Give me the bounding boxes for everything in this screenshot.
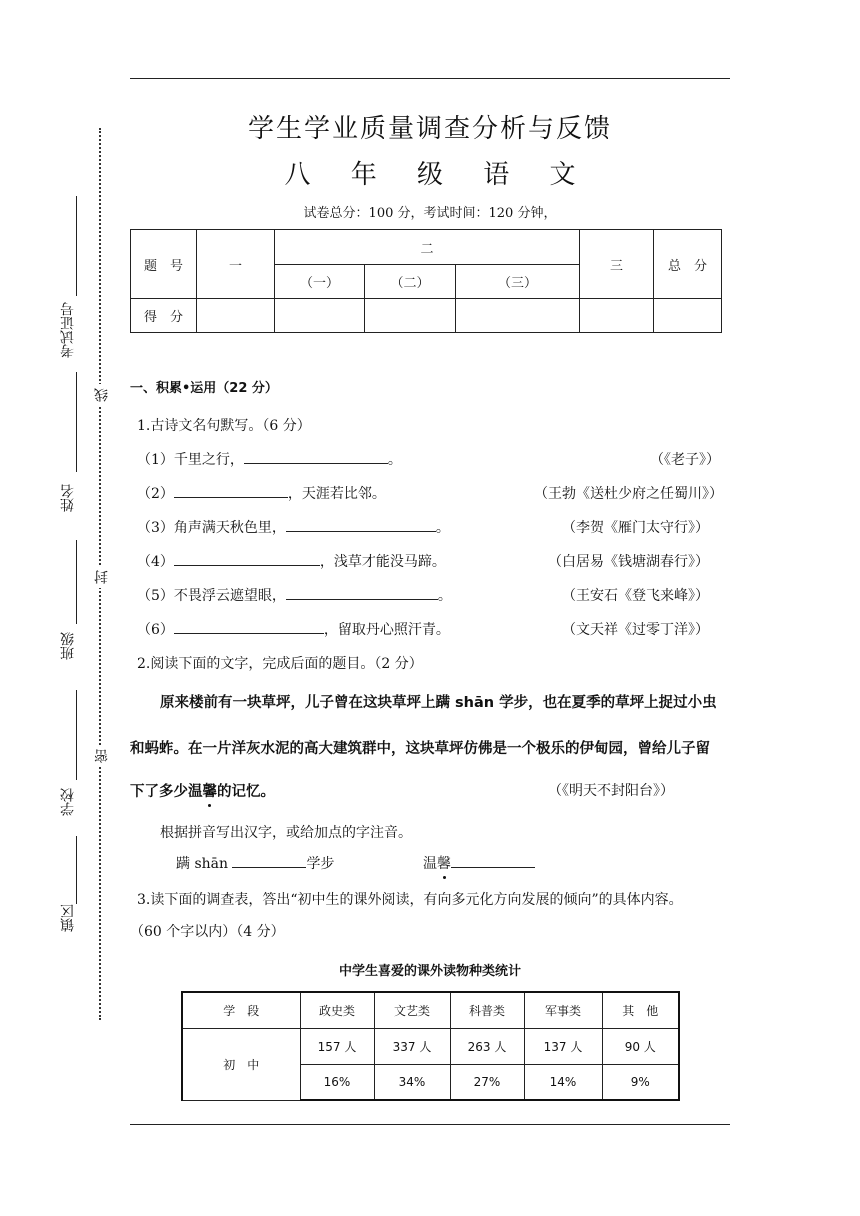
question-3: 3.读下面的调查表，答出“初中生的课外阅读，有向多元化方向发展的倾向”的具体内容。 [137,892,683,908]
question-3-limit: （60 个字以内）（4 分） [130,924,285,940]
survey-header-history: 政史类 [300,992,374,1028]
poem-line-6-post: ，留取丹心照汗青。 [323,622,450,638]
poem-blank-5[interactable] [286,585,438,600]
name-label: 姓名 [60,484,76,512]
poem-source-3: （李贺《雁门太守行》） [562,520,709,536]
question-1: 1.古诗文名句默写。（6 分） [137,418,311,434]
poem-source-6: （文天祥《过零丁洋》） [562,622,709,638]
poem-blank-3[interactable] [286,517,436,532]
passage-line-3-a: 下了多少温 [130,784,203,800]
survey-count-other: 90 人 [602,1028,679,1064]
school-field [58,690,78,816]
seal-seal-char: 封 [92,566,112,588]
district-blank [76,836,77,904]
survey-header-military: 军事类 [524,992,602,1028]
poem-line-2-post: ，天涯若比邻。 [287,486,386,502]
th-part-2: 二 [275,230,580,265]
passage-line-2: 和蚂蚱。在一片洋灰水泥的高大建筑群中，这块草坪仿佛是一个极乐的伊甸园，曾给儿子留 [130,741,710,757]
seal-secret-char: 密 [92,745,112,767]
page-subtitle: 八 年 级 语 文 [284,160,592,190]
poem-source-1: （《老子》） [650,452,720,468]
poem-line-2-pre: （2） [137,486,174,502]
top-rule [130,78,730,79]
bottom-rule [130,1124,730,1125]
poem-blank-6[interactable] [174,619,324,634]
exam-info: 试卷总分：100 分，考试时间：120 分钟， [303,206,557,221]
th-part-1: 一 [197,230,275,299]
th-part-2-sub-1: （一） [275,265,365,299]
passage-source: （《明天不封阳台》） [548,783,674,799]
poem-line-5-post: 。 [437,588,452,604]
class-blank [76,540,77,624]
score-cell-2-1[interactable] [275,299,365,333]
poem-line-3-pre: （3）角声满天秋色里， [137,520,286,536]
poem-line-6-pre: （6） [137,622,174,638]
survey-header-science: 科普类 [450,992,524,1028]
phonetic-blank[interactable] [451,853,535,868]
exam-id-field [58,196,78,358]
poem-line-1-post: 。 [387,452,402,468]
score-cell-1[interactable] [197,299,275,333]
score-cell-2-2[interactable] [365,299,456,333]
dotted-word-pre: 温 [423,856,437,872]
survey-row-label: 初 中 [182,1028,300,1100]
poem-source-4: （白居易《钱塘湖春行》） [548,554,709,570]
score-cell-3[interactable] [580,299,654,333]
pinyin-word: 蹒 shān [176,856,229,872]
score-cell-total[interactable] [654,299,722,333]
passage-line-3-b: 的记忆。 [217,784,275,800]
survey-table [181,991,680,1101]
district-field [58,836,78,932]
pinyin-word-post: 学步 [306,856,335,872]
score-table [130,229,722,333]
poem-line-1-pre: （1）千里之行， [137,452,244,468]
th-score: 得 分 [131,299,197,333]
name-field [58,372,78,512]
class-field [58,540,78,660]
section-heading: 一、积累•运用（22 分） [130,381,278,396]
poem-line-3-post: 。 [435,520,450,536]
school-blank [76,690,77,780]
th-part-3: 三 [580,230,654,299]
poem-line-5-pre: （5）不畏浮云遮望眼， [137,588,286,604]
survey-count-science: 263 人 [450,1028,524,1064]
survey-header-stage: 学 段 [182,992,300,1028]
poem-source-2: （王勃《送杜少府之任蜀川》） [534,486,723,502]
question-2: 2.阅读下面的文字，完成后面的题目。（2 分） [137,656,423,672]
dotted-char: 馨 [203,780,218,801]
poem-line-4-pre: （4） [137,554,174,570]
poem-line-1 [137,449,402,469]
survey-count-literature: 337 人 [374,1028,450,1064]
name-blank [76,372,77,472]
passage-line-1: 原来楼前有一块草坪，儿子曾在这块草坪上蹒 shān 学步，也在夏季的草坪上捉过小虫 [160,695,717,711]
survey-header-other: 其 他 [602,992,679,1028]
th-question-number: 题 号 [131,230,197,299]
poem-line-6 [137,619,450,639]
survey-title: 中学生喜爱的课外读物种类统计 [338,964,521,979]
survey-percent-science: 27% [450,1064,524,1100]
school-label: 学校 [60,788,76,816]
th-part-2-sub-3: （三） [456,265,580,299]
survey-count-history: 157 人 [300,1028,374,1064]
survey-percent-literature: 34% [374,1064,450,1100]
survey-count-military: 137 人 [524,1028,602,1064]
question-2-instruction: 根据拼音写出汉字，或给加点的字注音。 [160,825,412,841]
page-title: 学生学业质量调查分析与反馈 [247,114,612,144]
th-total: 总 分 [654,230,722,299]
dotted-word-char: 馨 [437,853,451,873]
seal-line-char: 线 [92,384,112,406]
poem-blank-2[interactable] [174,483,288,498]
question-2-answer-a [176,853,334,873]
survey-percent-other: 9% [602,1064,679,1100]
poem-line-4 [137,551,446,571]
poem-line-3 [137,517,450,537]
poem-source-5: （王安石《登飞来峰》） [562,588,709,604]
district-label: 镇区 [60,904,76,932]
exam-id-blank [76,196,77,296]
exam-id-label: 考试证号 [60,302,76,358]
survey-percent-military: 14% [524,1064,602,1100]
poem-line-5 [137,585,452,605]
survey-header-literature: 文艺类 [374,992,450,1028]
poem-blank-1[interactable] [244,449,388,464]
pinyin-blank[interactable] [232,853,306,868]
class-label: 班级 [60,632,76,660]
poem-line-4-post: ，浅草才能没马蹄。 [319,554,446,570]
poem-blank-4[interactable] [174,551,320,566]
survey-percent-history: 16% [300,1064,374,1100]
poem-line-2 [137,483,386,503]
th-part-2-sub-2: （二） [365,265,456,299]
question-2-answer-b [423,853,535,873]
score-cell-2-3[interactable] [456,299,580,333]
